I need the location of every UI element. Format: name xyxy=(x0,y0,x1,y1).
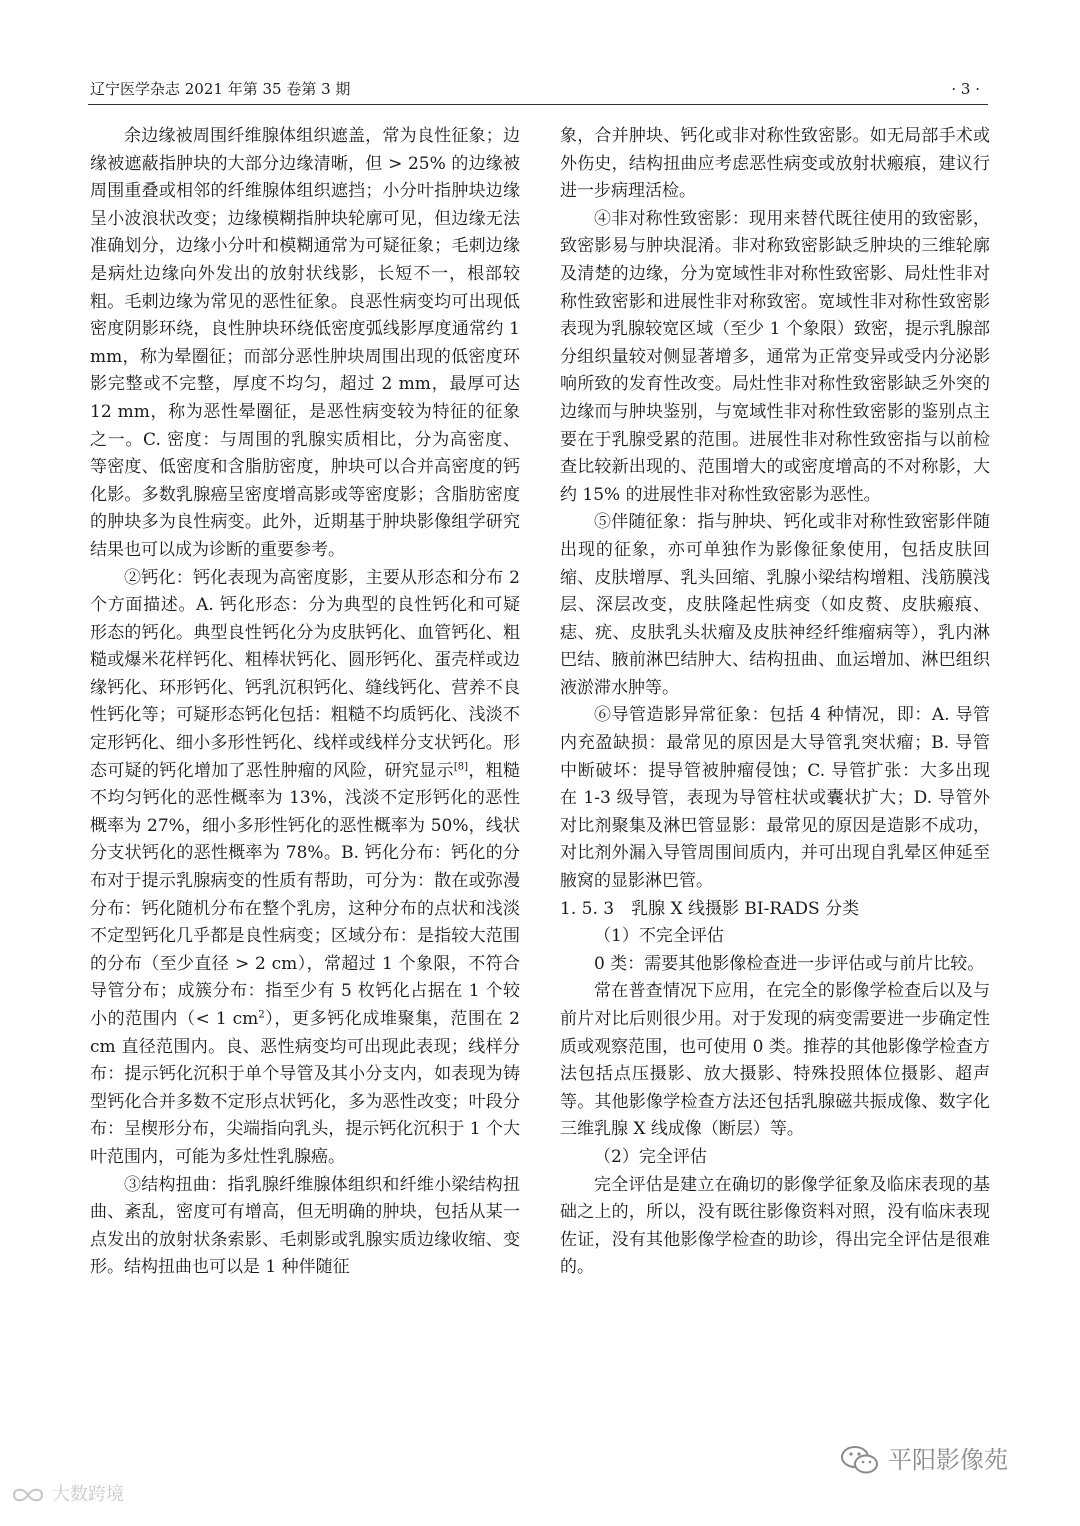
right-column xyxy=(560,123,990,1282)
paragraph-architectural-distortion: ③结构扭曲：指乳腺纤维腺体组织和纤维小梁结构扭曲、紊乱，密度可有增高，但无明确的肿块，包括从某一点发出的放射状条索影、毛刺影或乳腺实质边缘收缩、变形。结构扭曲也可以是 1 种伴随征 xyxy=(90,1174,520,1278)
paragraph-associated-features: ⑤伴随征象：指与肿块、钙化或非对称性致密影伴随出现的征象，亦可单独作为影像征象使用，包括皮肤回缩、皮肤增厚、乳头回缩、乳腺小梁结构增粗、浅筋膜浅层、深层改变，皮肤隆起性病变（如皮赘、皮肤瘢痕、痣、疣、皮肤乳头状瘤及皮肤神经纤维瘤病等），乳内淋巴结、腋前淋巴结肿大、结构扭曲、血运增加、淋巴组织液淤滞水肿等。 xyxy=(560,512,990,698)
paragraph-calcification: ②钙化：钙化表现为高密度影，主要从形态和分布 2 个方面描述。A. 钙化形态：分为典型的良性钙化和可疑形态的钙化。典型良性钙化分为皮肤钙化、血管钙化、粗糙或爆米花样钙化、粗棒状钙化、圆形钙化、蛋壳样或边缘钙化、环形钙化、钙乳沉积钙化、缝线钙化、营养不良性钙化等；可疑形态钙化包括：粗糙不均质钙化、浅淡不定形钙化、细小多形性钙化、线样或线样分支状钙化。形态可疑的钙化增加了恶性肿瘤的风险，研究显示[8]，粗糙不均匀钙化的恶性概率为 13%，浅淡不定形钙化的恶性概率为 27%，细小多形性钙化的恶性概率为 50%，线状分支状钙化的恶性概率为 78%。B. 钙化分布：钙化的分布对于提示乳腺病变的性质有帮助，可分为：散在或弥漫分布：钙化随机分布在整个乳房，这种分布的点状和浅淡不定型钙化几乎都是良性病变；区域分布：是指较大范围的分布（至少直径 > 2 cm），常超过 1 个象限，不符合导管分布；成簇分布：指至少有 5 枚钙化占据在 1 个较小的范围内（< 1 $cm^2$），更多钙化成堆聚集，范围在 2 cm 直径范围内。良、恶性病变均可出现此表现；线样分布：提示钙化沉积于单个导管及其小分支内，如表现为铸型钙化合并多数不定形点状钙化，多为恶性改变；叶段分布：呈楔形分布，尖端指向乳头，提示钙化沉积于 1 个大叶范围内，可能为多灶性乳腺癌。 xyxy=(90,567,521,1167)
journal-title: 辽宁医学杂志 2021 年第 35 卷第 3 期 xyxy=(90,80,351,98)
paragraph-asymmetry: ④非对称性致密影：现用来替代既往使用的致密影，致密影易与肿块混淆。非对称致密影缺乏肿块的三维轮廓及清楚的边缘，分为宽域性非对称性致密影、局灶性非对称性致密影和进展性非对称致密。宽域性非对称性致密影表现为乳腺较宽区域（至少 1 个象限）致密，提示乳腺部分组织量较对侧显著增多，通常为正常变异或受内分泌影响所致的发育性改变。局灶性非对称性致密影缺乏外突的边缘而与肿块鉴别，与宽域性非对称性致密影的鉴别点主要在于乳腺受累的范围。进展性非对称性致密指与以前检查比较新出现的、范围增大的或密度增高的不对称影，大约 15% 的进展性非对称性致密影为恶性。 xyxy=(560,208,990,505)
watermark-left-text: 大数跨境 xyxy=(52,1484,124,1505)
watermark-right xyxy=(840,1440,1008,1480)
subheading-incomplete: （1）不完全评估 xyxy=(594,926,724,947)
infinity-logo-icon xyxy=(10,1485,46,1505)
citation-ref[interactable]: [8] xyxy=(453,761,469,772)
subheading-complete: （2）完全评估 xyxy=(594,1146,707,1167)
paragraph-category-0: 0 类：需要其他影像检查进一步评估或与前片比较。 xyxy=(594,953,985,974)
paragraph-usage: 常在普查情况下应用，在完全的影像学检查后以及与前片对比后则很少用。对于发现的病变需要进一步确定性质或观察范围，也可使用 0 类。推荐的其他影像学检查方法包括点压摄影、放大摄影、特殊投照体位摄影、超声等。其他影像学检查方法还包括乳腺磁共振成像、数字化三维乳腺 X 线成像（断层）等。 xyxy=(560,981,990,1140)
paragraph-ductography: ⑥导管造影异常征象：包括 4 种情况，即：A. 导管内充盈缺损：最常见的原因是大导管乳突状瘤；B. 导管中断破坏：提导管被肿瘤侵蚀；C. 导管扩张：大多出现在 1-3 级导管，表现为导管柱状或囊状扩大；D. 导管外对比剂聚集及淋巴管显影：最常见的原因是造影不成功，对比剂外漏入导管周围间质内，并可出现自乳晕区伸延至腋窝的显影淋巴管。 xyxy=(560,705,990,892)
header-rule xyxy=(88,104,988,105)
paragraph-complete-assessment: 完全评估是建立在确切的影像学征象及临床表现的基础之上的，所以，没有既往影像资料对照，没有临床表现佐证，没有其他影像学检查的助诊，得出完全评估是很难的。 xyxy=(560,1174,990,1278)
section-heading: 1. 5. 3 乳腺 X 线摄影 BI-RADS 分类 xyxy=(560,898,860,919)
superscript-squared: 2 xyxy=(258,1009,265,1021)
wechat-icon xyxy=(840,1444,880,1476)
page-number: · 3 · xyxy=(951,80,980,98)
paragraph-distortion-continued: 象，合并肿块、钙化或非对称性致密影。如无局部手术或外伤史，结构扭曲应考虑恶性病变或放射状瘢痕，建议行进一步病理活检。 xyxy=(560,126,990,202)
left-column xyxy=(90,123,520,1282)
watermark-left xyxy=(10,1480,124,1510)
watermark-right-text: 平阳影像苑 xyxy=(888,1446,1008,1474)
running-header xyxy=(90,76,990,102)
paragraph-margin-density: 余边缘被周围纤维腺体组织遮盖，常为良性征象；边缘被遮蔽指肿块的大部分边缘清晰，但 > 25% 的边缘被周围重叠或相邻的纤维腺体组织遮挡；小分叶指肿块边缘呈小波浪状改变；边缘模糊指肿块轮廓可见，但边缘无法准确划分，边缘小分叶和模糊通常为可疑征象；毛刺边缘是病灶边缘向外发出的放射状线影，长短不一，根部较粗。毛刺边缘为常见的恶性征象。良恶性病变均可出现低密度阴影环绕，良性肿块环绕低密度弧线影厚度通常约 1 mm，称为晕圈征；而部分恶性肿块周围出现的低密度环影完整或不完整，厚度不均匀，超过 2 mm，最厚可达 12 mm，称为恶性晕圈征，是恶性病变较为特征的征象之一。C. 密度：与周围的乳腺实质相比，分为高密度、等密度、低密度和含脂肪密度，肿块可以合并高密度的钙化影。多数乳腺癌呈密度增高影或等密度影；含脂肪密度的肿块多为良性病变。此外，近期基于肿块影像组学研究结果也可以成为诊断的重要参考。 xyxy=(90,126,520,560)
